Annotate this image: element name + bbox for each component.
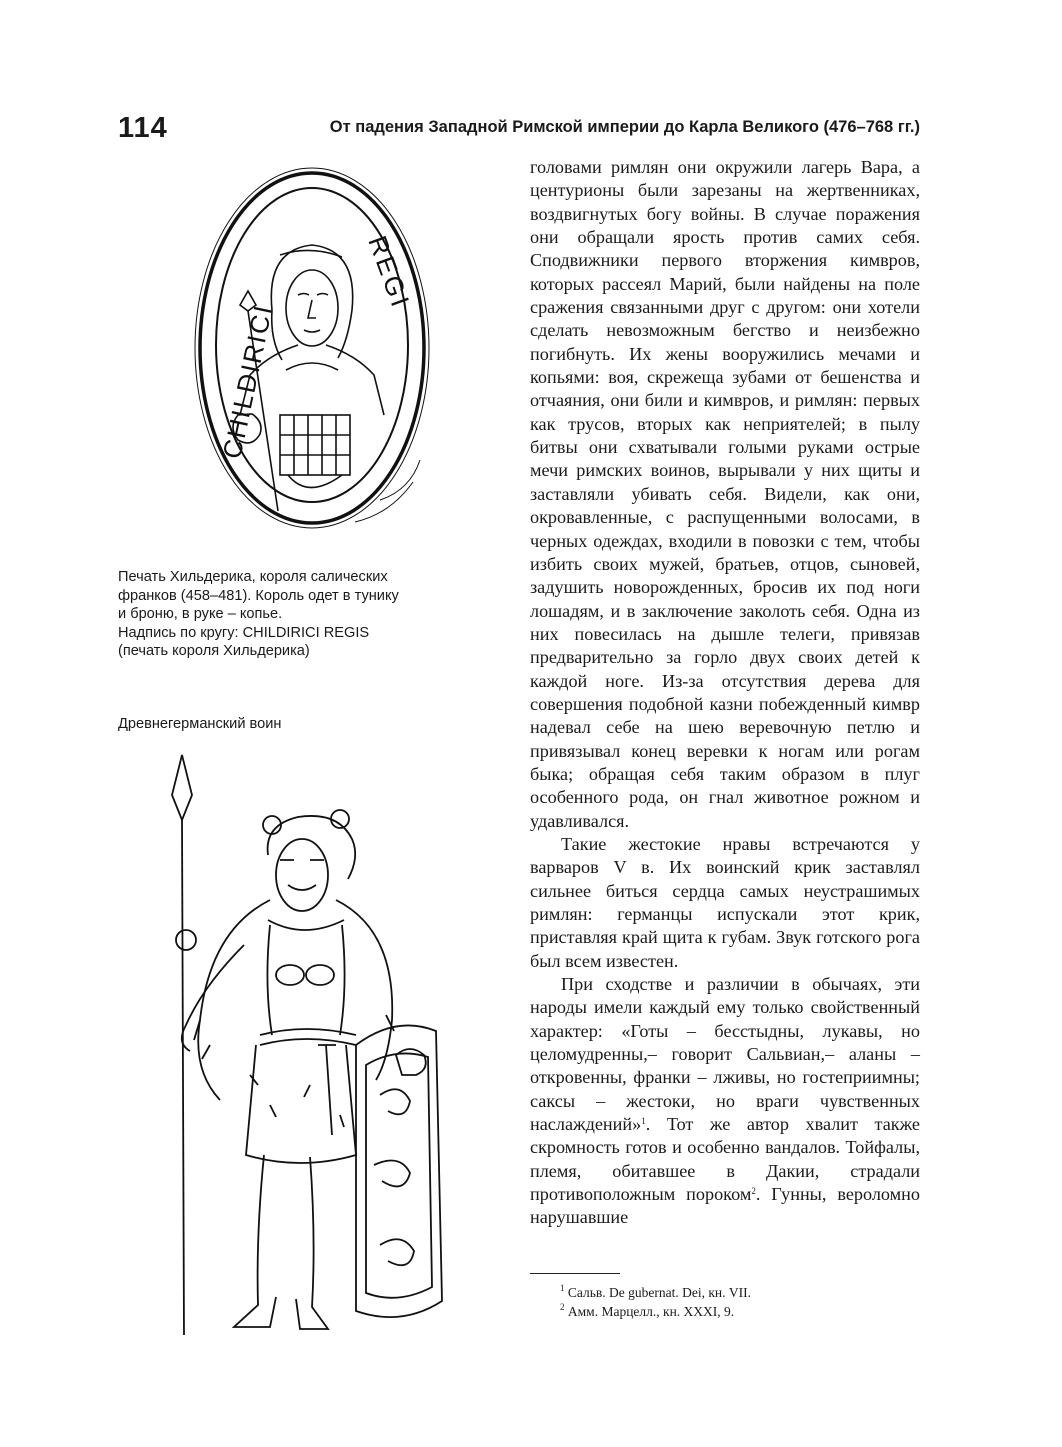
page-number: 114 bbox=[118, 112, 168, 144]
footnotes bbox=[560, 1283, 751, 1321]
footnote bbox=[560, 1283, 751, 1302]
caption-line: Печать Хильдерика, короля салических bbox=[118, 569, 388, 585]
warrior-caption: Древнегерманский воин bbox=[118, 716, 282, 732]
paragraph bbox=[530, 973, 920, 1230]
running-title: От падения Западной Римской империи до Карла Великого (476–768 гг.) bbox=[329, 118, 920, 136]
paragraph: головами римлян они окружили лагерь Вара, а центурионы были зарезаны на жертвенниках, воздвигнутых богу войны. В случае поражения они обращали ярость против самих себя. Сподвижники первого вторжения кимвров, которых рассеял Марий, были найдены на поле сражения связанными друг с другом: они хотели сделать невозможным бегство и неизбежно погибнуть. Их жены вооружились мечами и копьями: воя, скрежеща зубами от бешенства и отчаяния, они били и кимвров, и римлян: первых как трусов, вторых как неприятелей; в пылу битвы они схватывали голыми руками острые мечи римских воинов, вырывали у них щиты и заставляли убивать себя. Видели, как они, окровавленные, с распущенными волосами, в черных одеждах, входили в повозки с тем, чтобы избить своих мужей, братьев, отцов, сыновей, задушить новорожденных, бросив их под ноги лошадям, и в заключение заколоть себя. Одна из них повесилась на дышле телеги, привязав предварительно за горло двух своих детей к каждой ноге. Из-за отсутствия дерева для совершения подобной казни побежденный кимвр надевал себе на шею веревочную петлю и привязывал конец веревки к ногам или рогам быка; обращая себя таким образом в плуг особенного рода, он гнал животное рожном и удавливался. bbox=[530, 157, 920, 831]
caption-line: (печать короля Хильдерика) bbox=[118, 643, 310, 660]
seal-inscription-right: REGI bbox=[362, 231, 417, 314]
footnote-text: Амм. Марцелл., кн. XXXI, 9. bbox=[564, 1304, 735, 1319]
paragraph: Такие жестокие нравы встречаются у варваров V в. Их воинский крик заставлял сильнее биться сердца самых неустрашимых римлян: германцы испускали этот крик, приставляя край щита к губам. Звук готского рога был всем известен. bbox=[530, 833, 920, 971]
caption-line: и броню, в руке – копье. bbox=[118, 606, 283, 623]
footnote-mark: 1 bbox=[560, 1283, 565, 1293]
caption-line: Надпись по кругу: CHILDIRICI REGIS bbox=[118, 624, 370, 641]
footnote-ref[interactable]: 1 bbox=[641, 1116, 646, 1127]
seal-illustration bbox=[180, 160, 450, 560]
seal-caption bbox=[118, 568, 458, 661]
caption-line: франков (458–481). Король одет в тунику bbox=[118, 587, 399, 604]
body-text bbox=[530, 156, 920, 1230]
paragraph-text: . Тот же автор хвалит также скромность готов и особенно вандалов. Тойфалы, племя, обитавшее в Дакии, страдали противоположным пороком bbox=[530, 1114, 920, 1205]
warrior-illustration bbox=[160, 745, 460, 1335]
paragraph-text: . Гунны, вероломно нарушавшие bbox=[530, 1184, 921, 1228]
paragraph-text: При сходстве и различии в обычаях, эти народы имели каждый ему только свойственный характер: «Готы – бесстыдны, лукавы, но целомудренны,– говорит Сальвиан,– аланы – откровенны, франки – лживы, но гостеприимны; саксы – жестоки, но враги чувственных наслаждений» bbox=[530, 974, 920, 1135]
footnote-mark: 2 bbox=[560, 1302, 565, 1312]
footnote-ref[interactable]: 2 bbox=[751, 1186, 756, 1197]
footnote-text: Сальв. De gubernat. Dei, кн. VII. bbox=[564, 1285, 751, 1300]
footnote bbox=[560, 1302, 751, 1321]
footnote-divider bbox=[530, 1273, 620, 1274]
seal-inscription-left: CHILDIRICI bbox=[216, 301, 279, 462]
